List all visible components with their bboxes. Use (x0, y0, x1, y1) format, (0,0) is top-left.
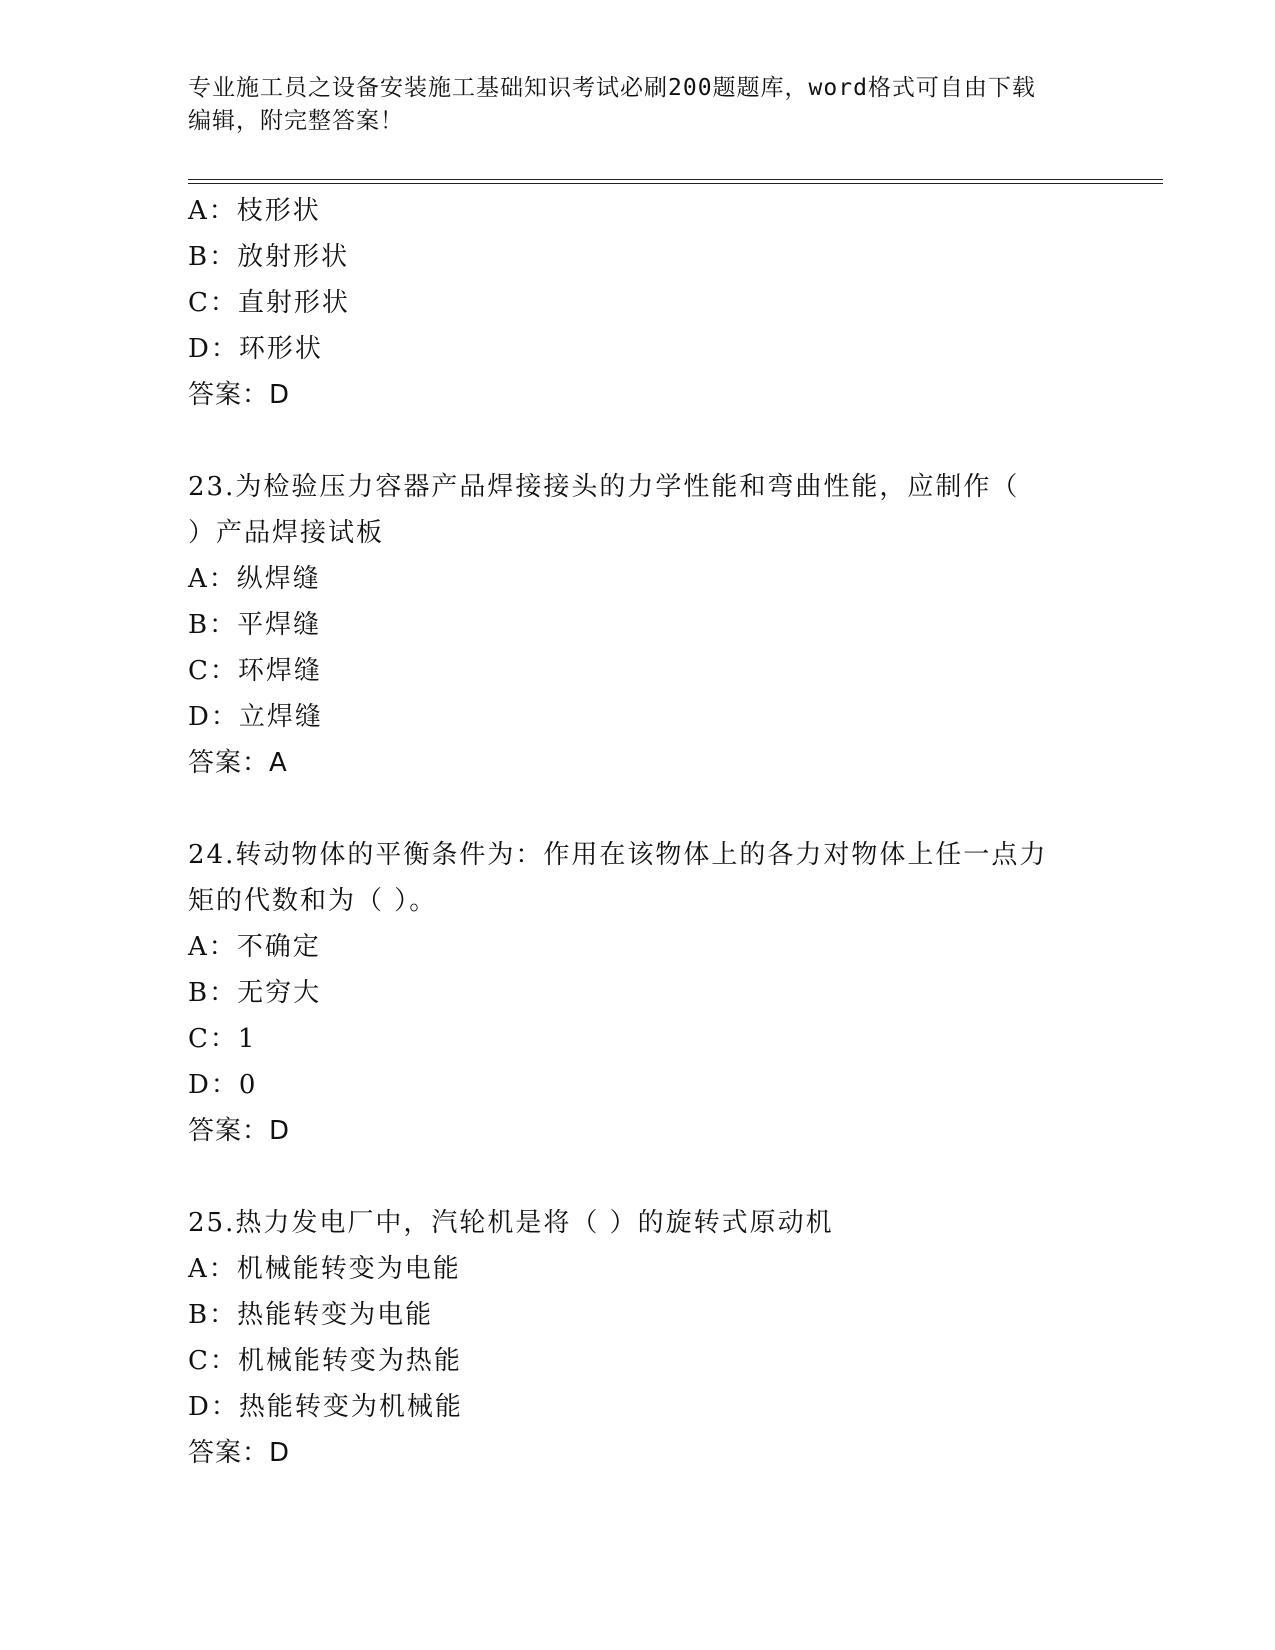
option-c: C：直射形状 (188, 288, 350, 318)
option-d: D：环形状 (188, 334, 323, 364)
question-stem-line-2: 矩的代数和为（ ）。 (188, 886, 438, 916)
question-24 (188, 832, 1088, 1154)
option-d: D：0 (188, 1070, 258, 1100)
question-stem-line-1: 23.为检验压力容器产品焊接接头的力学性能和弯曲性能，应制作（ (188, 472, 1020, 502)
question-stem-line-2: ）产品焊接试板 (188, 518, 385, 548)
question-22-continued (188, 188, 1088, 418)
question-stem-line-1: 24.转动物体的平衡条件为：作用在该物体上的各力对物体上任一点力 (188, 840, 1048, 870)
header-rule-top (188, 179, 1163, 180)
document-header (188, 72, 1068, 138)
spacer (188, 418, 1088, 464)
option-d: D：立焊缝 (188, 702, 323, 732)
question-23 (188, 464, 1088, 786)
option-d: D：热能转变为机械能 (188, 1392, 463, 1422)
option-a: A：枝形状 (188, 196, 321, 226)
option-b: B：无穷大 (188, 978, 322, 1008)
spacer (188, 1154, 1088, 1200)
question-list (188, 188, 1088, 1476)
header-title-line-1: 专业施工员之设备安装施工基础知识考试必刷200题题库，word格式可自由下载 (188, 75, 1036, 101)
option-b: B：热能转变为电能 (188, 1300, 434, 1330)
header-rule-bottom (188, 183, 1163, 184)
option-a: A：机械能转变为电能 (188, 1254, 461, 1284)
header-title-line-2: 编辑，附完整答案！ (188, 108, 404, 134)
option-c: C：环焊缝 (188, 656, 322, 686)
option-c: C：1 (188, 1024, 257, 1054)
option-c: C：机械能转变为热能 (188, 1346, 462, 1376)
answer: 答案：D (188, 380, 291, 410)
option-b: B：放射形状 (188, 242, 350, 272)
question-stem-line-1: 25.热力发电厂中，汽轮机是将（ ）的旋转式原动机 (188, 1208, 834, 1238)
option-b: B：平焊缝 (188, 610, 322, 640)
spacer (188, 786, 1088, 832)
answer: 答案：A (188, 748, 288, 778)
option-a: A：纵焊缝 (188, 564, 321, 594)
answer: 答案：D (188, 1438, 291, 1468)
answer: 答案：D (188, 1116, 291, 1146)
option-a: A：不确定 (188, 932, 321, 962)
question-25 (188, 1200, 1088, 1476)
